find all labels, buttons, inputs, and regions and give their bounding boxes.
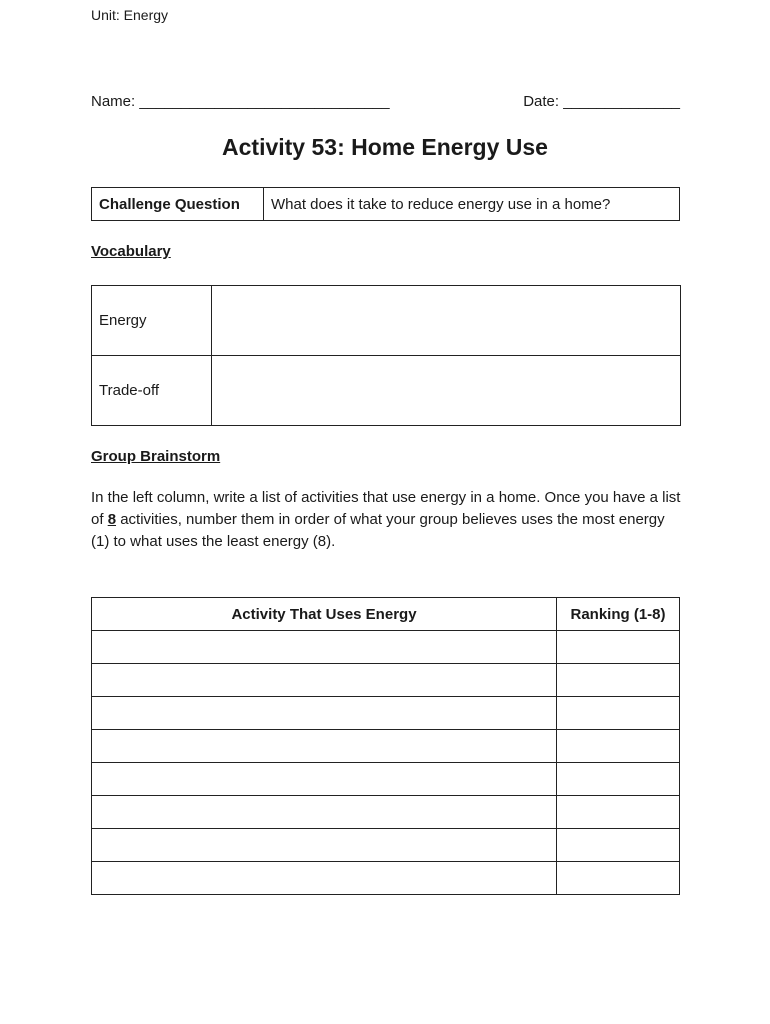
vocabulary-table <box>91 285 681 426</box>
table-row <box>92 631 680 664</box>
activity-cell[interactable] <box>92 763 557 796</box>
table-row <box>92 829 680 862</box>
instructions-emphasis: 8 <box>107 511 117 528</box>
column-header-ranking: Ranking (1-8) <box>557 598 680 631</box>
activity-cell[interactable] <box>92 730 557 763</box>
table-row <box>92 697 680 730</box>
column-header-activity: Activity That Uses Energy <box>92 598 557 631</box>
ranking-cell[interactable] <box>557 829 680 862</box>
vocab-definition-cell[interactable] <box>212 356 681 426</box>
brainstorm-header-row <box>92 598 680 631</box>
unit-label: Unit: Energy <box>91 7 169 23</box>
ranking-cell[interactable] <box>557 664 680 697</box>
table-row <box>92 664 680 697</box>
challenge-question-table <box>91 187 680 221</box>
ranking-cell[interactable] <box>557 631 680 664</box>
vocab-term: Trade-off <box>92 356 212 426</box>
vocab-definition-cell[interactable] <box>212 286 681 356</box>
vocab-row <box>92 286 681 356</box>
activity-cell[interactable] <box>92 664 557 697</box>
name-field-label: Name: ______________________________ <box>91 93 390 110</box>
ranking-cell[interactable] <box>557 730 680 763</box>
instructions-text-start: In the left column, write a list of activities that use energy in a home. Once you have a list of <box>91 489 681 528</box>
activity-cell[interactable] <box>92 796 557 829</box>
group-brainstorm-heading: Group Brainstorm <box>91 448 221 465</box>
ranking-cell[interactable] <box>557 697 680 730</box>
activity-cell[interactable] <box>92 862 557 895</box>
ranking-cell[interactable] <box>557 862 680 895</box>
challenge-label: Challenge Question <box>92 188 264 221</box>
table-row <box>92 730 680 763</box>
table-row <box>92 763 680 796</box>
challenge-question-text: What does it take to reduce energy use in a home? <box>264 188 680 221</box>
table-row <box>92 862 680 895</box>
vocab-row <box>92 356 681 426</box>
brainstorm-table <box>91 597 680 895</box>
page-title: Activity 53: Home Energy Use <box>222 134 548 160</box>
date-field-label: Date: ______________ <box>523 93 680 110</box>
ranking-cell[interactable] <box>557 796 680 829</box>
brainstorm-instructions <box>91 487 681 553</box>
instructions-text-end: activities, number them in order of what your group believes uses the most energy (1) to what uses the least energy (8). <box>91 511 665 550</box>
activity-cell[interactable] <box>92 697 557 730</box>
challenge-row <box>92 188 680 221</box>
vocab-term: Energy <box>92 286 212 356</box>
ranking-cell[interactable] <box>557 763 680 796</box>
vocabulary-heading: Vocabulary <box>91 243 171 260</box>
activity-cell[interactable] <box>92 829 557 862</box>
table-row <box>92 796 680 829</box>
activity-cell[interactable] <box>92 631 557 664</box>
